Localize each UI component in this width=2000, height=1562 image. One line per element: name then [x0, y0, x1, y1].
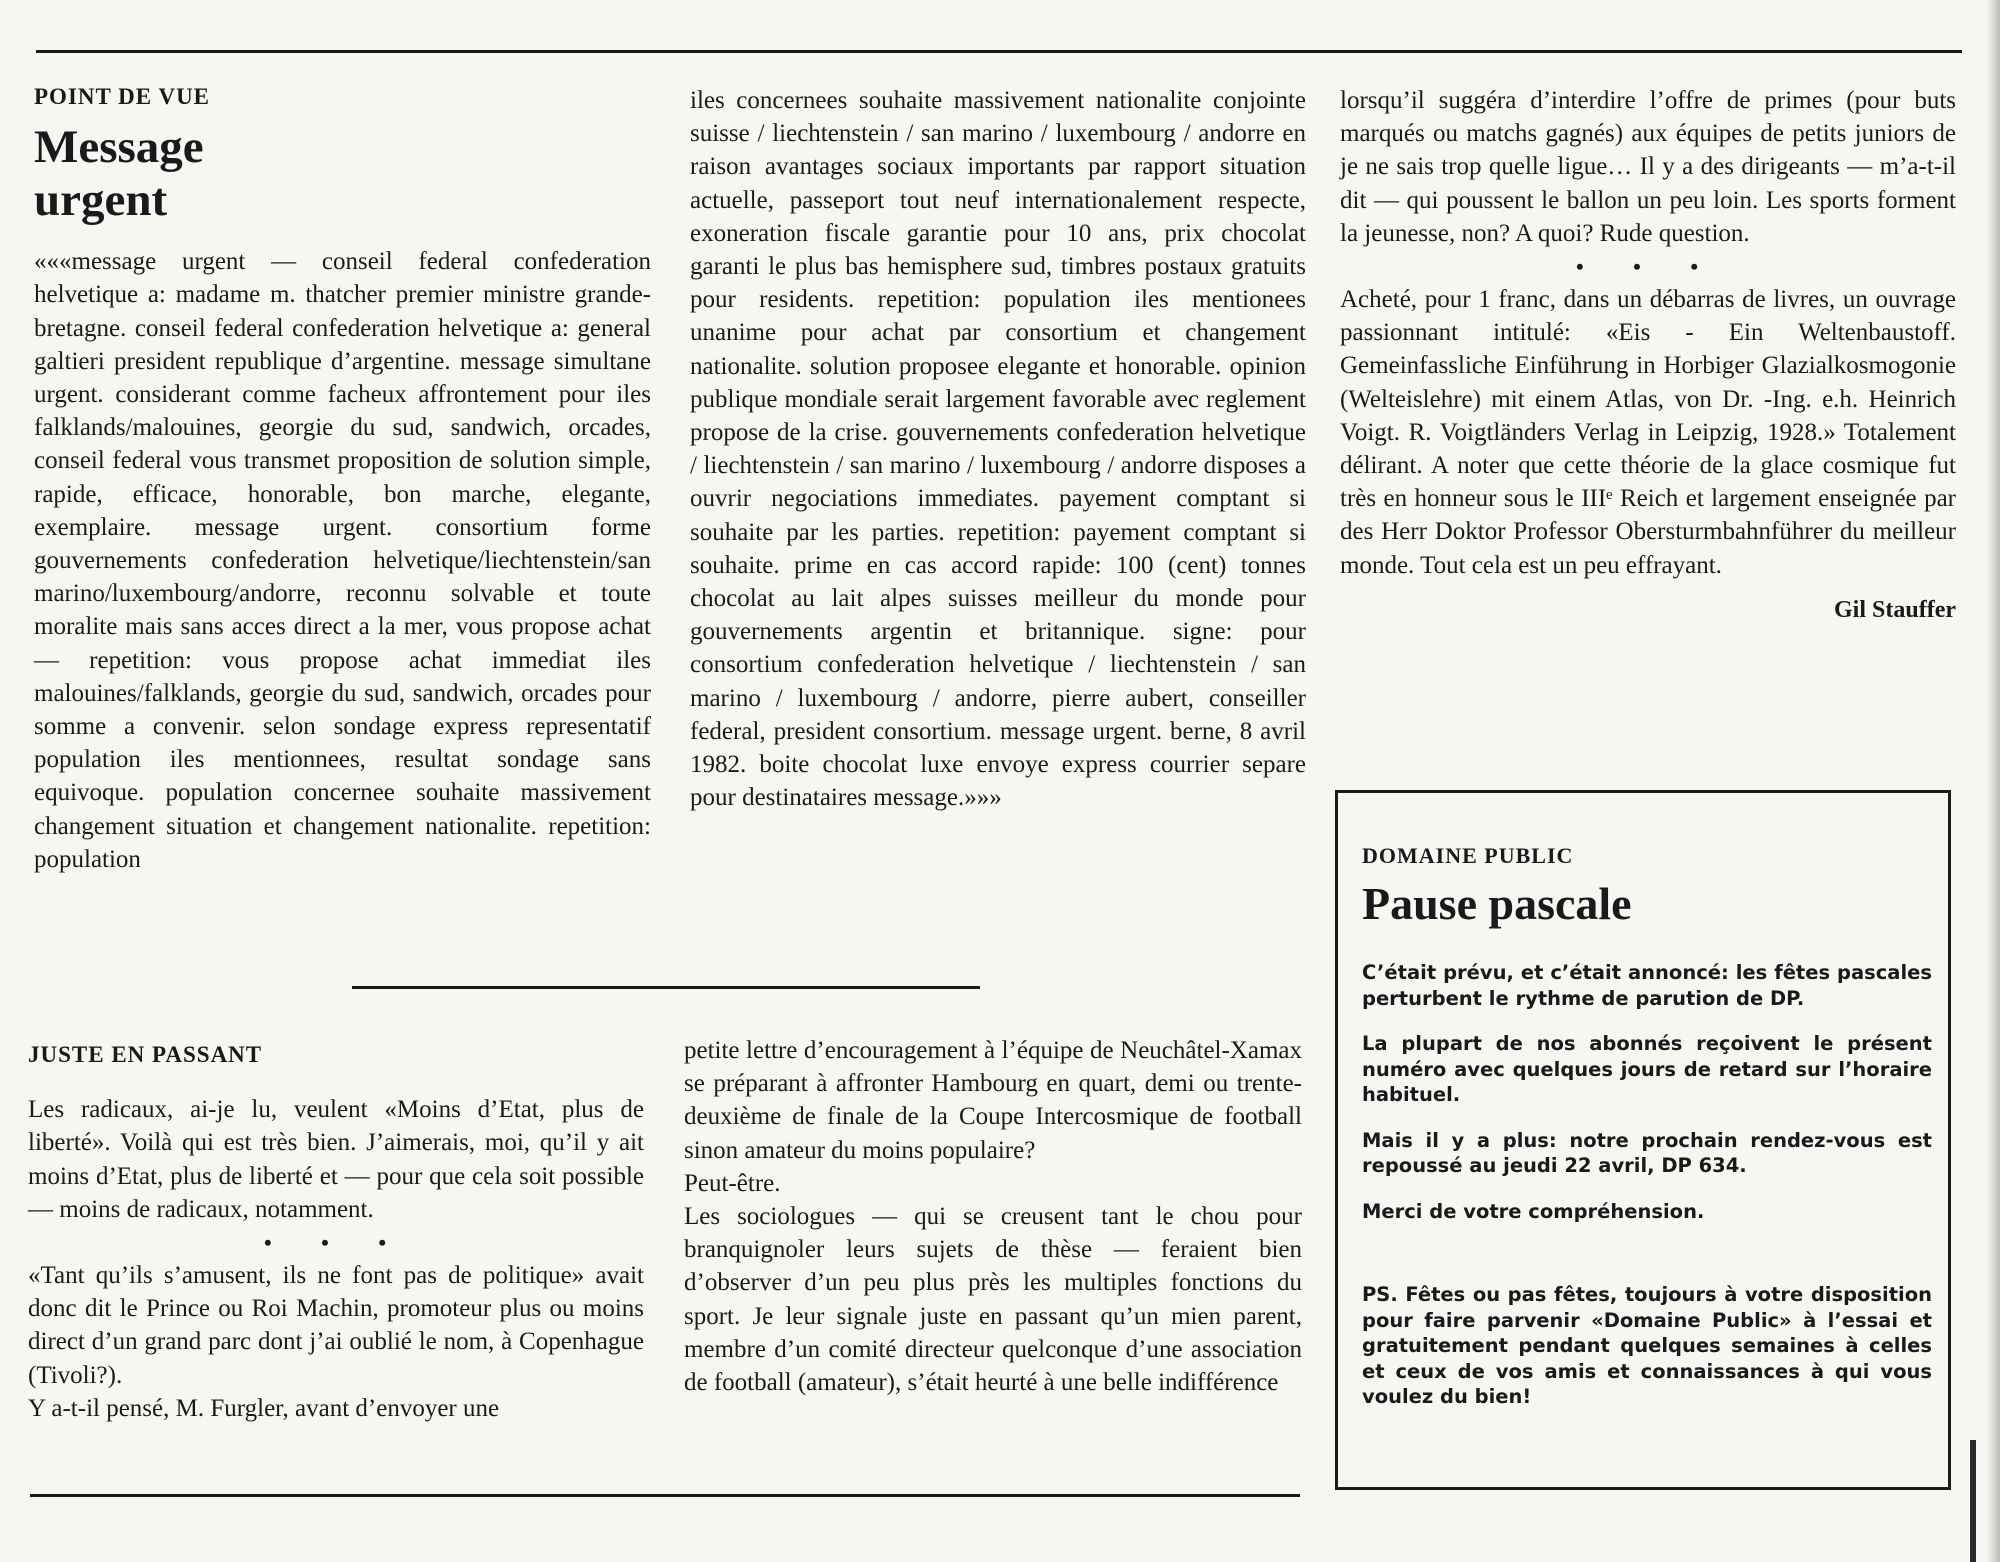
notice-paragraph: Merci de votre compréhension.	[1362, 1199, 1705, 1223]
middle-rule	[352, 986, 980, 989]
section-separator-stars: • • •	[263, 1230, 409, 1256]
scan-edge-shadow	[1986, 0, 2000, 1562]
headline-message-urgent	[34, 121, 651, 227]
boxed-notice-pause-pascale	[1335, 790, 1951, 1490]
article-body: «««message urgent — conseil federal confederation helvetique a: madame m. thatcher premier ministre grande-bretagne. conseil federal confederation helvetique a: general galtieri president republique d’argentine. message simultane urgent. considerant comme facheux affrontement pour iles falklands/malouines, georgie du sud, sandwich, orcades, conseil federal vous transmet proposition de solution simple, rapide, efficace, honorable, bon marche, elegante, exemplaire. message urgent. consortium forme gouvernements confederation helvetique/liechtenstein/san marino/luxembourg/andorre, reconnu solvable et toute moralite mais sans acces direct a la mer, vous propose achat — repetition: vous propose achat immediat iles malouines/falklands, georgie du sud, sandwich, orcades pour somme a convenir. selon sondage express representatif population iles mentionnees, resultat sondage sans equivoque. population concernee souhaite massivement changement situation et changement nationalite. repetition: population	[34, 248, 651, 873]
article-body-continued: iles concernees souhaite massivement nationalite conjointe suisse / liechtenstein / san marino / luxembourg / andorre en raison avantages sociaux importants par rapport situation actuelle, passeport tout neuf internationalement respecte, exoneration fiscale garantie pour 10 ans, prix chocolat garanti le plus bas hemisphere sud, timbres postaux gratuits pour residents. repetition: population iles mentionees unanime pour achat par consortium et changement nationalite. solution proposee elegante et honorable. opinion publique mondiale serait largement favorable avec reglement propose de la crise. gouvernements confederation helvetique / liechtenstein / san marino / luxembourg / andorre disposes a ouvrir negociations immediates. payement comptant si souhaite par les parties. repetition: payement comptant si souhaite. prime en cas accord rapide: 100 (cent) tonnes chocolat au lait alpes suisses meilleur du monde pour gouvernements argentin et britannique. signe: pour consortium confederation helvetique / liechtenstein / san marino / luxembourg / andorre, pierre aubert, conseiller federal, president consortium. message urgent. berne, 8 avril 1982. boite chocolat luxe envoye express courrier separe pour destinataires message.»»»	[690, 87, 1306, 812]
author-signature: Gil Stauffer	[1834, 596, 1956, 623]
notice-paragraph: La plupart de nos abonnés reçoivent le présent numéro avec quelques jours de retard sur l’horaire habituel.	[1362, 1032, 1932, 1106]
paragraph: petite lettre d’encouragement à l’équipe de Neuchâtel-Xamax se préparant à affronter Hambourg en quart, demi ou trente-deuxième de finale de la Coupe Intercosmique de football sinon amateur du moins populaire?	[684, 1037, 1302, 1164]
article-continuation-col3	[1340, 84, 1956, 627]
paragraph: «Tant qu’ils s’amusent, ils ne font pas de politique» avait donc dit le Prince ou Roi Machin, promoteur plus ou moins direct d’un grand parc dont j’ai oublié le nom, à Copenhague (Tivoli?).	[28, 1262, 644, 1389]
notice-paragraph: Mais il y a plus: notre prochain rendez-vous est repoussé au jeudi 22 avril, DP 634.	[1362, 1128, 1932, 1177]
notice-postscript: PS. Fêtes ou pas fêtes, toujours à votre disposition pour faire parvenir «Domaine Public» à l’essai et gratuitement pendant quelques semaines à celles et ceux de vos amis et connaissances à qui vous voulez du bien!	[1362, 1283, 1932, 1408]
notice-content	[1362, 843, 1932, 1430]
section-rubric-domaine-public: DOMAINE PUBLIC	[1362, 843, 1574, 868]
paragraph: Y a-t-il pensé, M. Furgler, avant d’envoyer une	[28, 1394, 500, 1422]
section-separator-stars: • • •	[1575, 254, 1721, 280]
headline-pause-pascale: Pause pascale	[1362, 878, 1632, 929]
bottom-rule	[30, 1494, 1300, 1497]
section-rubric-juste-en-passant: JUSTE EN PASSANT	[28, 1042, 263, 1067]
scan-edge-mark	[1970, 1440, 1976, 1562]
paragraph: Les sociologues — qui se creusent tant le chou pour branquignoler leurs sujets de thèse — feraient bien d’observer d’un peu plus près les multiples fonctions du sport. Je leur signale juste en passant qu’un mien parent, membre d’un comité directeur quelconque d’une association de football (amateur), s’était heurté à une belle indifférence	[684, 1203, 1302, 1397]
article-juste-en-passant-col2	[684, 1034, 1302, 1399]
headline-line1: Message	[34, 121, 204, 174]
paragraph: Acheté, pour 1 franc, dans un débarras de livres, un ouvrage passionnant intitulé: «Eis - Ein Weltenbaustoff. Gemeinfassliche Einführung in Horbiger Glazialkosmogonie (Welteislehre) mit einem Atlas, von Dr. -Ing. e.h. Heinrich Voigt. R. Voigtländers Verlag in Leipzig, 1928.» Totalement délirant. A noter que cette théorie de la glace cosmique fut très en honneur sous le IIIᵉ Reich et largement enseignée par des Herr Doktor Professor Obersturmbahnführer du meilleur monde. Tout cela est un peu effrayant.	[1340, 286, 1956, 579]
notice-paragraph: C’était prévu, et c’était annoncé: les fêtes pascales perturbent le rythme de parution de DP.	[1362, 961, 1932, 1010]
article-message-urgent-col1	[34, 80, 651, 876]
headline-line2: urgent	[34, 174, 168, 227]
article-message-urgent-col2	[690, 84, 1306, 814]
section-rubric-point-de-vue: POINT DE VUE	[34, 84, 211, 109]
paragraph: Peut-être.	[684, 1169, 781, 1197]
paragraph: Les radicaux, ai-je lu, veulent «Moins d’Etat, plus de liberté». Voilà qui est très bien. J’aimerais, moi, qu’il y ait moins d’Etat, plus de liberté et — pour que cela soit possible — moins de radicaux, notamment.	[28, 1096, 644, 1223]
article-juste-en-passant-col1	[28, 1038, 644, 1425]
top-rule	[36, 50, 1962, 53]
paragraph: lorsqu’il suggéra d’interdire l’offre de primes (pour buts marqués ou matchs gagnés) aux équipes de petits juniors de je ne sais trop quelle ligue… Il y a des dirigeants — m’a-t-il dit — qui poussent le ballon un peu loin. Les sports forment la jeunesse, non? A quoi? Rude question.	[1340, 87, 1956, 247]
